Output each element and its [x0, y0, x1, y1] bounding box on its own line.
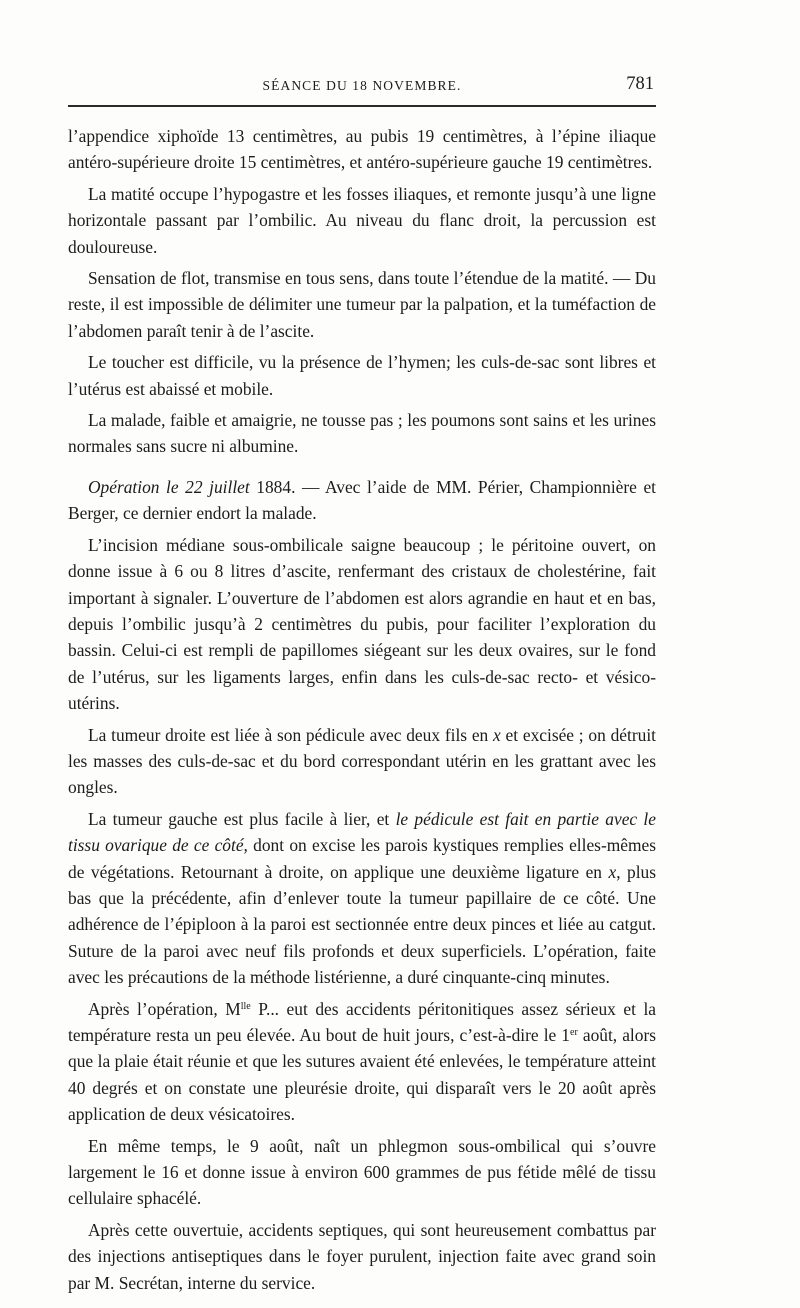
- running-header: [68, 72, 656, 106]
- paragraph: l’appendice xiphoïde 13 centimètres, au pubis 19 centimètres, à l’épine iliaque antéro-supérieure droite 15 centimètres, et antéro-supérieure gauche 19 centimètres.: [68, 126, 656, 173]
- superscript: lle: [240, 1000, 251, 1012]
- paragraph: Sensation de flot, transmise en tous sens, dans toute l’étendue de la matité. — Du reste, il est impossible de délimiter une tumeur par la palpation, et la tuméfaction de l’abdomen paraît tenir à de l’ascite.: [68, 268, 656, 341]
- paragraph: [68, 996, 656, 1128]
- paragraph-text: P... eut des accidents péritonitiques assez sérieux et la température resta un peu élevée. Au bout de huit jours, c’est-à-dire le 1: [68, 998, 656, 1045]
- paragraph: [68, 474, 656, 527]
- paragraph-text: La tumeur droite est liée à son pédicule avec deux fils en: [88, 724, 494, 745]
- paragraph: Le toucher est difficile, vu la présence de l’hymen; les culs-de-sac sont libres et l’utérus est abaissé et mobile.: [68, 352, 656, 399]
- page-number: 781: [626, 74, 654, 94]
- paragraph-text: La tumeur gauche est plus facile à lier, et: [88, 808, 396, 829]
- paragraph: Après cette ouvertuie, accidents septiques, qui sont heureusement combattus par des injections antiseptiques dans le foyer purulent, injection faite avec grand soin par M. Secrétan, interne du service.: [68, 1219, 656, 1293]
- paragraph: [68, 806, 656, 991]
- italic-x: x: [493, 724, 501, 745]
- paragraph-text: , plus bas que la précédente, afin d’enlever toute la tumeur papillaire de ce côté. Une adhérence de l’épiploon à la paroi est sectionnée entre deux pinces et liée au catgut. Suture de la paroi avec neuf fils profonds et deux superficiels. L’opération, faite avec les précautions de la méthode listérienne, a duré cinquante-cinq minutes.: [68, 861, 657, 988]
- paragraph: [68, 722, 656, 801]
- paragraph: La matité occupe l’hypogastre et les fosses iliaques, et remonte jusqu’à une ligne horizontale passant par l’ombilic. Au niveau du flanc droit, la percussion est douloureuse.: [68, 183, 656, 257]
- paragraph-text: Après l’opération, M: [88, 998, 241, 1019]
- paragraph: L’incision médiane sous-ombilicale saigne beaucoup ; le péritoine ouvert, on donne issue à 6 ou 8 litres d’ascite, renfermant des cristaux de cholestérine, fait important à signaler. L’ouverture de l’abdomen est alors agrandie en haut et en bas, depuis l’ombilic jusqu’à 2 centimètres du pubis, pour faciliter l’exploration du bassin. Celui-ci est rempli de papillomes siégeant sur les deux ovaires, sur le fond de l’utérus, sur les ligaments larges, enfin dans les culs-de-sac recto- et vésico-utérins.: [68, 534, 656, 714]
- running-title: SÉANCE DU 18 NOVEMBRE.: [262, 78, 462, 93]
- operation-date-italic: Opération le 22 juillet: [88, 476, 250, 497]
- paragraph-text: août, alors que la plaie était réunie et que les sutures avaient été enlevées, le température atteint 40 degrés et on constate une pleurésie droite, qui disparaît vers le 20 août après application de deux vésicatoires.: [68, 1025, 657, 1125]
- body-text: [68, 123, 656, 1301]
- paragraph: La malade, faible et amaigrie, ne tousse pas ; les poumons sont sains et les urines normales sans sucre ni albumine.: [68, 410, 656, 457]
- header-rule: [68, 105, 656, 107]
- paragraph-text: et excisée ; on détruit les masses des culs-de-sac et du bord correspondant utérin en les grattant avec les ongles.: [68, 724, 656, 798]
- paragraph-text: 1884. — Avec l’aide de MM. Périer, Championnière et Berger, ce dernier endort la malade.: [68, 476, 657, 524]
- superscript: er: [570, 1027, 578, 1038]
- italic-x: x: [608, 861, 617, 882]
- paragraph: En même temps, le 9 août, naît un phlegmon sous-ombilical qui s’ouvre largement le 16 et donne issue à environ 600 grammes de pus fétide mêlé de tissu cellulaire sphacélé.: [68, 1135, 656, 1209]
- paragraph-text: dont on excise les parois kystiques remplies elles-mêmes de végétations. Retournant à droite, on applique une deuxième ligature en: [68, 835, 656, 882]
- italic-phrase: le pédicule est fait en partie avec le tissu ovarique de ce côté,: [68, 808, 656, 856]
